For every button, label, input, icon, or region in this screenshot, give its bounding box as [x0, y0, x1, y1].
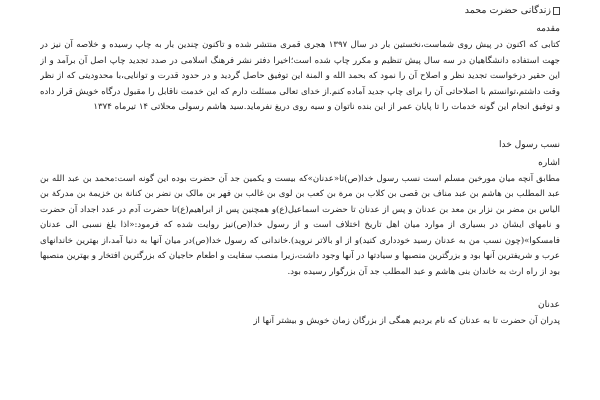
adnan-heading: عدنان	[538, 300, 560, 310]
adnan-paragraph: پدران آن حضرت تا به عدنان که نام بردیم همگی از بزرگان زمان خویش و بیشتر آنها از	[253, 316, 560, 326]
document-title	[40, 4, 560, 18]
document-title-text: زندگانی حضرت محمد	[464, 5, 551, 16]
bookmark-icon	[553, 7, 560, 15]
intro-heading: مقدمه	[536, 24, 560, 34]
section-spacer	[40, 280, 560, 294]
section-spacer	[40, 116, 560, 134]
document-page	[40, 4, 560, 396]
lineage-heading: نسب رسول خدا	[499, 139, 560, 150]
lineage-subheading: اشاره	[538, 157, 560, 168]
intro-paragraph: کتابی که اکنون در پیش روی شماست،نخستین بار در سال ۱۳۹۷ هجری قمری منتشر شده و تاکنون چندین بار به چاپ رسیده و خلاصه آن نیز در جهت استفاده دانشگاهیان در سه سال پیش تنظیم و مکرر چاپ شده است؛اخیرا دفتر نشر فرهنگ اسلامی در صدد تجدید چاپ اصل آن برآمد و از این حقیر درخواست تجدید نظر و اصلاح آن را نمود که بحمد الله و المنة این توفیق حاصل گردید و در حدود قدرت و توانایی،با محدودیتی که از نظر وقت داشتم،توانستم با اصلاحاتی آن را برای چاپ جدید آماده کنم.از خدای تعالی مسئلت دارم که این خدمت ناقابل را مقبول درگاه خویش قرار داده و توفیق انجام این گونه خدمات را تا پایان عمر از این بنده ناتوان و سیه روی دریغ نفرماید.سید هاشم رسولی محلاتی ۱۴ تیرماه ۱۳۷۴	[40, 40, 560, 112]
lineage-paragraph: مطابق آنچه میان مورخین مسلم است نسب رسول خدا(ص)تا«عدنان»که بیست و یکمین جد آن حضرت بوده این گونه است:محمد بن عبد الله بن عبد المطلب بن هاشم بن عبد مناف بن قصی بن کلاب بن مرة بن کعب بن لوی بن غالب بن فهر بن مالک بن نضر بن کنانة بن خزیمة بن مدرکة بن الیاس بن مضر بن نزار بن معد بن عدنان و پس از عدنان تا حضرت اسماعیل(ع)و همچنین پس از ابراهیم(ع)تا حضرت آدم در عدد اجداد آن حضرت و نامهای ایشان در بسیاری از موارد میان اهل تاریخ اختلاف است و از رسول خدا(ص)نیز روایت شده که فرمود:«اذا بلغ نسبی الی عدنان فامسکوا»(چون نسب من به عدنان رسید خودداری کنید)و از او بالاتر نروید).خاندانی که رسول خدا(ص)در میان آنها به دنیا آمد،از بهترین خاندانهای عرب و شریفترین آنها بود و بزرگترین منصبها و سیادتها در آنها وجود داشت،زیرا منصب سقایت و اطعام حاجیان که بزرگترین افتخار و بهترین منصبها بود از راه ارث به خاندان بنی هاشم و عبد المطلب جد آن بزرگوار رسیده بود.	[40, 173, 560, 277]
